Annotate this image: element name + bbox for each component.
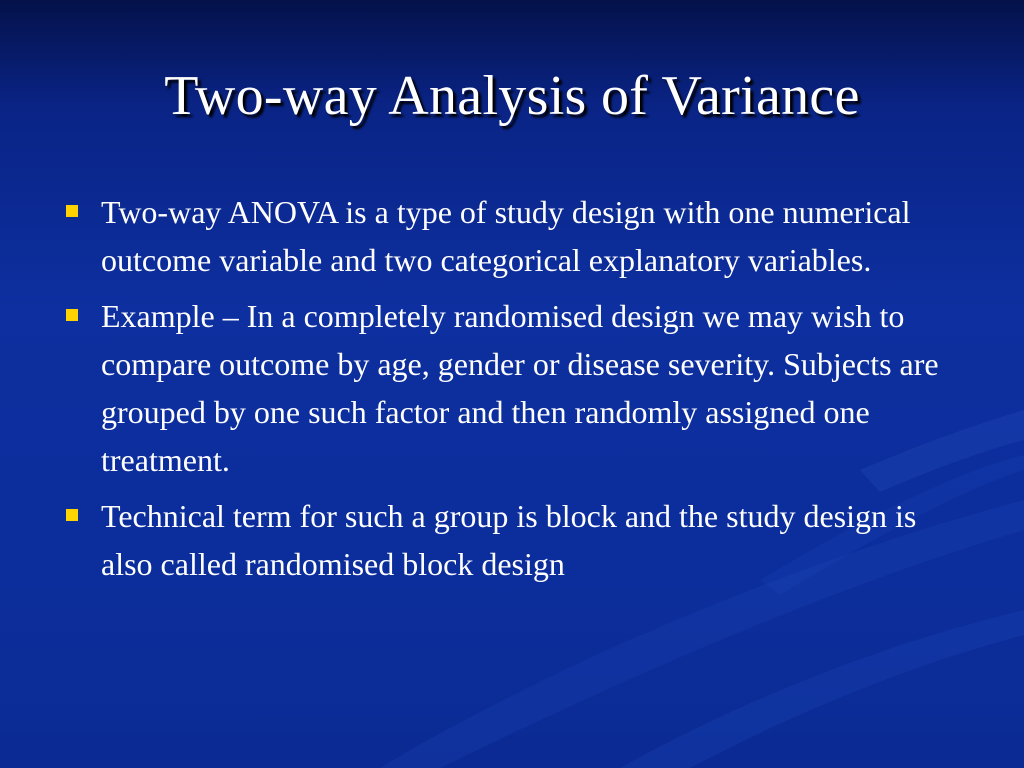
bullet-item xyxy=(64,492,964,588)
bullet-list xyxy=(64,188,964,596)
square-bullet-icon xyxy=(66,205,78,217)
bullet-text: Technical term for such a group is block and the study design is also called randomised block design xyxy=(101,498,917,582)
square-bullet-icon xyxy=(66,309,78,321)
slide-title: Two-way Analysis of Variance xyxy=(164,65,860,127)
bullet-text: Two-way ANOVA is a type of study design with one numerical outcome variable and two categorical explanatory variables. xyxy=(101,194,911,278)
bullet-text: Example – In a completely randomised design we may wish to compare outcome by age, gender or disease severity. Subjects are grouped by one such factor and then randomly assigned one treatment. xyxy=(101,298,939,478)
square-bullet-icon xyxy=(66,509,78,521)
bullet-item xyxy=(64,188,964,284)
bullet-item xyxy=(64,292,964,484)
